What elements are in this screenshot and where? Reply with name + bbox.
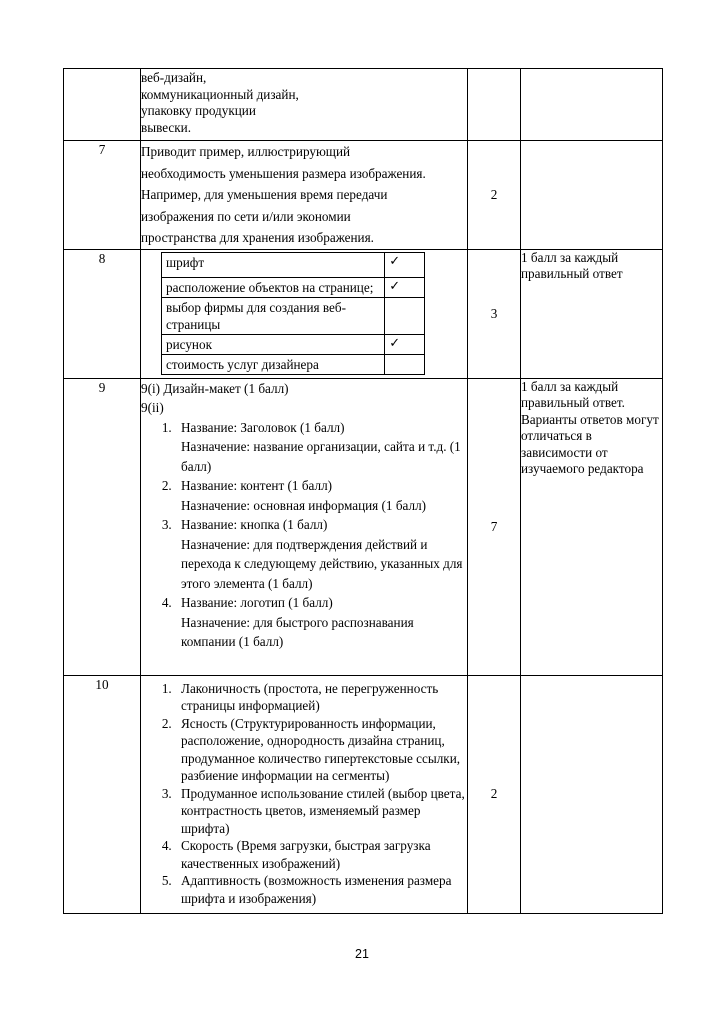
- page-number: 21: [355, 947, 369, 961]
- answer-cell: [141, 249, 468, 378]
- option-label: расположение объектов на странице;: [162, 277, 385, 297]
- list-item: 1. Лаконичность (простота, не перегруженность страницы информацией): [175, 680, 467, 715]
- score-cell: 2: [468, 675, 521, 913]
- list-item: [175, 593, 467, 652]
- table-row: [64, 249, 663, 378]
- item-purpose: Назначение: для подтверждения действий и перехода к следующему действию, указанных для этого элемента (1 балл): [181, 536, 463, 591]
- check-icon: ✓: [385, 252, 425, 277]
- answer-cell: [141, 141, 468, 250]
- option-row: [162, 354, 425, 374]
- item-name: 3. Название: кнопка (1 балл): [181, 517, 328, 532]
- list-item: 5. Адаптивность (возможность изменения размера шрифта и изображения): [175, 872, 467, 907]
- criteria-cell: [521, 141, 663, 250]
- answer-cell: [141, 675, 468, 913]
- table-row: [64, 141, 663, 250]
- question-number: [64, 69, 141, 141]
- question-number: 10: [64, 675, 141, 913]
- answer-line: Приводит пример, иллюстрирующий: [141, 144, 351, 159]
- item-name: 1. Название: Заголовок (1 балл): [181, 419, 345, 435]
- check-icon: ✓: [385, 334, 425, 354]
- answer-part: 9(ii): [141, 400, 164, 415]
- option-label: выбор фирмы для создания веб-страницы: [162, 297, 385, 334]
- option-label: рисунок: [162, 334, 385, 354]
- list-item: 3. Продуманное использование стилей (выбор цвета, контрастность цветов, изменяемый размер шрифта): [175, 785, 467, 838]
- criteria-cell: [521, 675, 663, 913]
- item-name: 2. Название: контент (1 балл): [181, 478, 333, 493]
- list-item: 4. Скорость (Время загрузки, быстрая загрузка качественных изображений): [175, 837, 467, 872]
- answer-list: [141, 680, 467, 908]
- criteria-cell: [521, 69, 663, 141]
- score-cell: [468, 69, 521, 141]
- answer-line: Например, для уменьшения время передачи: [141, 187, 388, 202]
- score-cell: 2: [468, 141, 521, 250]
- item-purpose: Назначение: название организации, сайта и т.д. (1 балл): [181, 439, 461, 474]
- answer-line: вывески.: [141, 119, 192, 135]
- check-icon: [385, 297, 425, 334]
- option-row: [162, 252, 425, 277]
- answer-line: коммуникационный дизайн,: [141, 86, 299, 102]
- option-row: [162, 297, 425, 334]
- answer-cell: [141, 69, 468, 141]
- question-number: 9: [64, 378, 141, 675]
- option-label: стоимость услуг дизайнера: [162, 354, 385, 374]
- option-label: шрифт: [162, 252, 385, 277]
- answer-line: веб-дизайн,: [141, 70, 207, 85]
- answer-line: изображения по сети и/или экономии: [141, 208, 351, 224]
- option-row: [162, 334, 425, 354]
- score-cell: 3: [468, 249, 521, 378]
- option-row: [162, 277, 425, 297]
- item-name: 4. Название: логотип (1 балл): [181, 595, 333, 610]
- check-icon: [385, 354, 425, 374]
- criteria-cell: 1 балл за каждый правильный ответ: [521, 249, 663, 378]
- answer-table: [63, 68, 663, 914]
- table-row: [64, 675, 663, 913]
- list-item: [175, 418, 467, 477]
- list-item: 2. Ясность (Структурированность информации, расположение, однородность дизайна страниц, продуманное количество гипертекстовые ссылки, разбиение информации на сегменты): [175, 715, 467, 785]
- criteria-cell: 1 балл за каждый правильный ответ. Варианты ответов могут отличаться в зависимости от изучаемого редактора: [521, 378, 663, 675]
- item-purpose: Назначение: для быстрого распознавания компании (1 балл): [181, 614, 414, 649]
- item-purpose: Назначение: основная информация (1 балл): [181, 497, 427, 513]
- check-icon: ✓: [385, 277, 425, 297]
- answer-line: упаковку продукции: [141, 103, 256, 118]
- table-row: [64, 69, 663, 141]
- answer-part: 9(i) Дизайн-макет (1 балл): [141, 380, 289, 396]
- list-item: [175, 515, 467, 593]
- score-cell: 7: [468, 378, 521, 675]
- options-table: [161, 252, 425, 375]
- table-row: [64, 378, 663, 675]
- answer-line: необходимость уменьшения размера изображения.: [141, 165, 426, 181]
- answer-line: пространства для хранения изображения.: [141, 230, 374, 245]
- answer-list: [141, 418, 467, 652]
- question-number: 8: [64, 249, 141, 378]
- answer-cell: [141, 378, 468, 675]
- question-number: 7: [64, 141, 141, 250]
- list-item: [175, 476, 467, 515]
